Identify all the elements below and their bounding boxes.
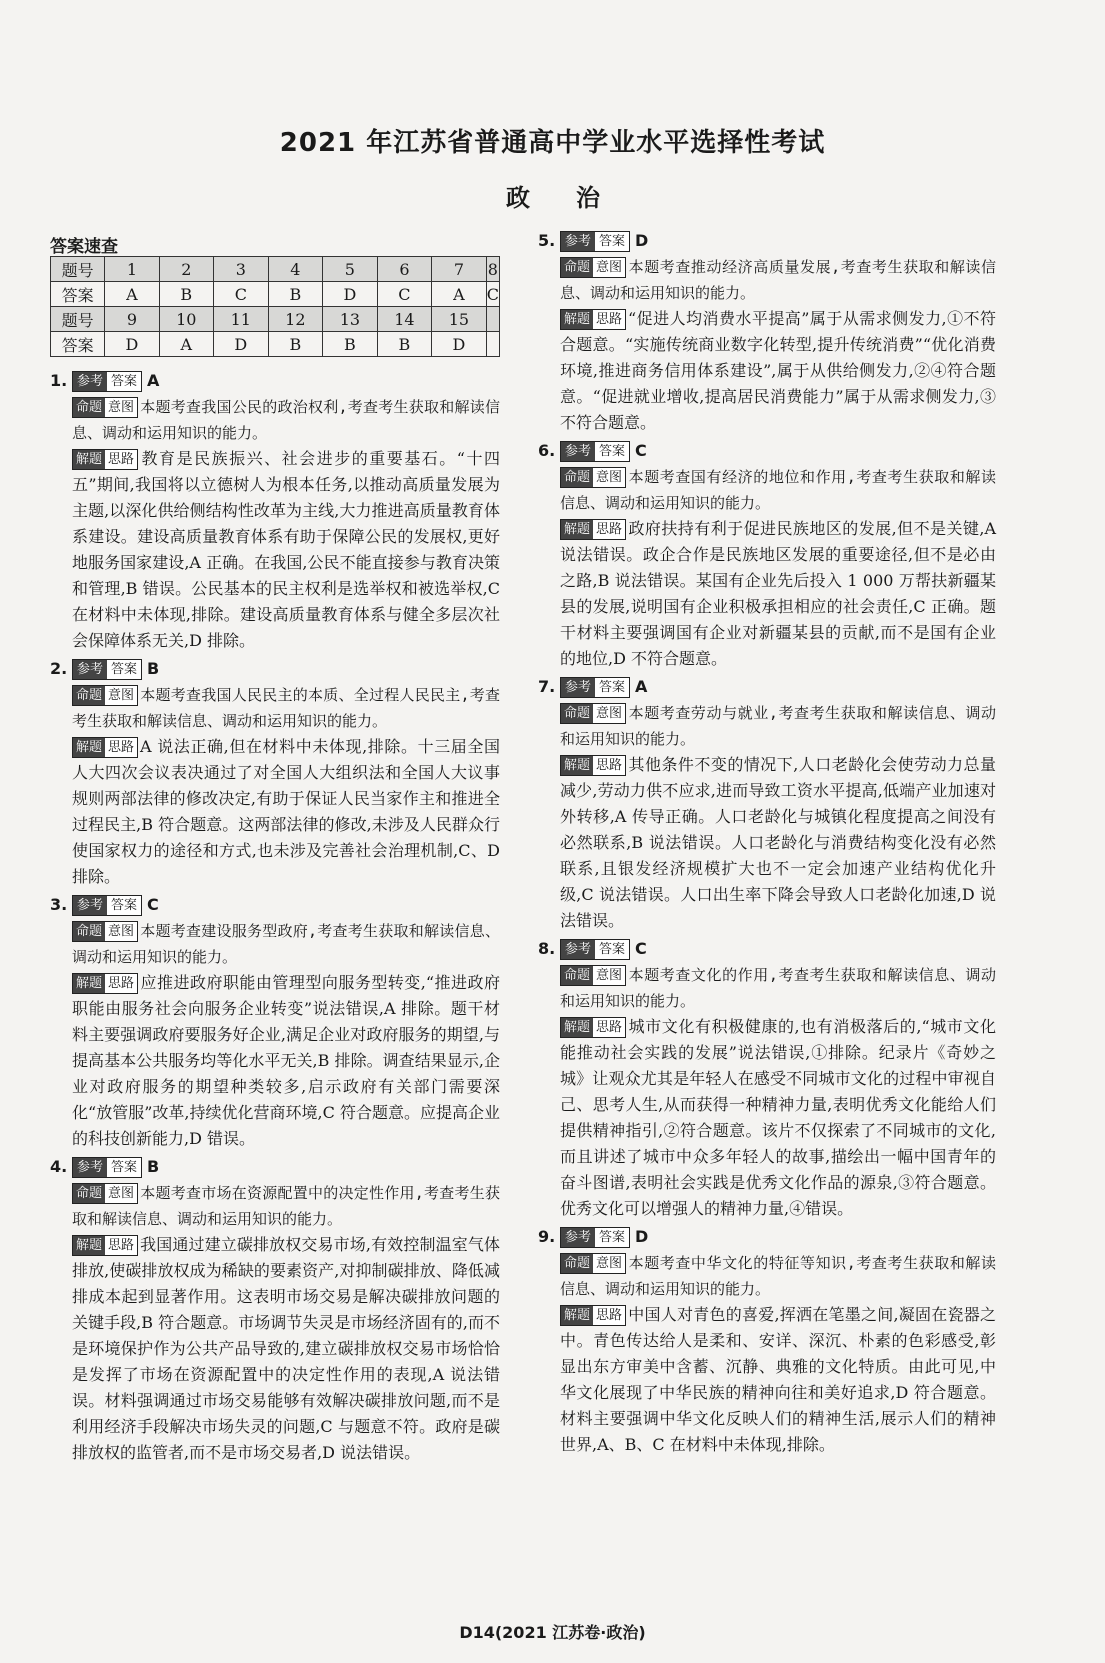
section-label [560, 755, 626, 776]
answer-key-cell: 8 [486, 257, 499, 282]
section-label [72, 921, 138, 942]
label-part: 参考 [561, 1228, 595, 1247]
label-part: 思路 [593, 1018, 625, 1037]
section-label [560, 965, 626, 986]
question-intent: 本题考查推动经济高质量发展,考查考生获取和解读信息、调动和运用知识的能力。 [560, 258, 996, 302]
answer-key-row-head: 题号 [51, 257, 105, 282]
answer-key-cell: B [323, 332, 378, 357]
question-intent: 本题考查我国公民的政治权利,考查考生获取和解读信息、调动和运用知识的能力。 [72, 398, 500, 442]
question-intent: 本题考查劳动与就业,考查考生获取和解读信息、调动和运用知识的能力。 [560, 704, 996, 748]
label-part: 参考 [73, 1158, 107, 1177]
question-item [538, 674, 996, 934]
label-part: 答案 [595, 678, 629, 697]
question-intent: 本题考查中华文化的特征等知识,考查考生获取和解读信息、调动和运用知识的能力。 [560, 1254, 996, 1298]
section-label [560, 231, 630, 252]
question-answer: A [147, 371, 160, 390]
question-item [538, 936, 996, 1222]
question-number: 8. [538, 939, 556, 958]
answer-key-cell: A [159, 332, 214, 357]
answer-key-cell: 1 [105, 257, 159, 282]
left-column [50, 368, 500, 1468]
answer-key-cell: D [432, 332, 487, 357]
label-part: 思路 [105, 738, 137, 757]
section-label [560, 467, 626, 488]
label-part: 思路 [593, 1306, 625, 1325]
question-answer: D [635, 1227, 649, 1246]
label-part: 解题 [561, 1018, 593, 1037]
label-part: 思路 [105, 974, 137, 993]
section-label [72, 1157, 142, 1178]
question-solution: 我国通过建立碳排放权交易市场,有效控制温室气体排放,使碳排放权成为稀缺的要素资产,对抑制碳排放、降低减排成本起到显著作用。这表明市场交易是解决碳排放问题的关键手段,B 符合题意。市场调节失灵是市场经济固有的,而不是环境保护作为公共产品导致的,建立碳排放权交易市场恰恰是发挥了市场在资源配置中的决定性作用的表现,A 说法错误。材料强调通过市场交易能够有效解决碳排放问题,而不是利用经济手段解决市场失灵的问题,C 与题意不符。政府是碳排放权的监管者,而不是市场交易者,D 说法错误。 [72, 1235, 500, 1462]
answer-key-cell: 6 [377, 257, 432, 282]
section-label [560, 677, 630, 698]
question-number: 1. [50, 371, 68, 390]
answer-key-row-head: 答案 [51, 332, 105, 357]
question-item [538, 1224, 996, 1458]
answer-key-cell: 11 [214, 307, 269, 332]
answer-key-cell: B [268, 282, 323, 307]
label-part: 参考 [561, 442, 595, 461]
question-solution: A 说法正确,但在材料中未体现,排除。十三届全国人大四次会议表决通过了对全国人大组织法和全国人大议事规则两部法律的修改决定,有助于保证人民当家作主和推进全过程民主,B 符合题意。这两部法律的修改,未涉及人民群众行使国家权力的途径和方式,也未涉及完善社会治理机制,C、D 排除。 [72, 737, 500, 886]
answer-key-cell [486, 307, 499, 332]
question-intent: 本题考查我国人民民主的本质、全过程人民民主,考查考生获取和解读信息、调动和运用知识的能力。 [72, 686, 500, 730]
answer-key-cell: C [214, 282, 269, 307]
label-part: 解题 [561, 756, 593, 775]
answer-key-cell: A [432, 282, 487, 307]
label-part: 参考 [561, 678, 595, 697]
label-part: 解题 [73, 1236, 105, 1255]
question-number: 3. [50, 895, 68, 914]
label-part: 意图 [593, 258, 625, 277]
section-label [72, 895, 142, 916]
question-solution: 教育是民族振兴、社会进步的重要基石。“十四五”期间,我国将以立德树人为根本任务,以推动高质量发展为主题,以深化供给侧结构性改革为主线,大力推进高质量教育体系建设。建设高质量教育体系有助于保障公民的发展权,更好地服务国家建设,A 正确。在我国,公民不能直接参与教育决策和管理,B 错误。公民基本的民主权利是选举权和被选举权,C 在材料中未体现,排除。建设高质量教育体系与健全多层次社会保障体系无关,D 排除。 [72, 449, 500, 650]
question-answer: B [147, 1157, 160, 1176]
question-number: 6. [538, 441, 556, 460]
section-label [560, 441, 630, 462]
question-solution: “促进人均消费水平提高”属于从需求侧发力,①不符合题意。“实施传统商业数字化转型,提升传统消费”“优化消费环境,推进商务信用体系建设”,属于从供给侧发力,②④符合题意。“促进就业增收,提高居民消费能力”属于从需求侧发力,③不符合题意。 [560, 309, 996, 432]
question-intent: 本题考查文化的作用,考查考生获取和解读信息、调动和运用知识的能力。 [560, 966, 996, 1010]
question-solution: 其他条件不变的情况下,人口老龄化会使劳动力总量减少,劳动力供不应求,进而导致工资水平提高,低端产业加速对外转移,A 传导正确。人口老龄化与城镇化程度提高之间没有必然联系,B 说法错误。人口老龄化与消费结构变化没有必然联系,且银发经济规模扩大也不一定会加速产业结构优化升级,C 说法错误。人口出生率下降会导致人口老龄化加速,D 说法错误。 [560, 755, 996, 930]
answer-key-row [51, 282, 500, 307]
answer-key-label: 答案速查 [50, 237, 118, 257]
section-label [72, 1183, 138, 1204]
section-label [72, 371, 142, 392]
label-part: 答案 [595, 232, 629, 251]
section-label [560, 703, 626, 724]
question-answer: C [635, 441, 647, 460]
answer-key-cell: 9 [105, 307, 159, 332]
label-part: 解题 [561, 1306, 593, 1325]
answer-key-cell: 2 [159, 257, 214, 282]
section-label [560, 519, 626, 540]
label-part: 思路 [593, 310, 625, 329]
answer-key-table [50, 256, 500, 357]
question-solution: 城市文化有积极健康的,也有消极落后的,“城市文化能推动社会实践的发展”说法错误,①排除。纪录片《奇妙之城》让观众尤其是年轻人在感受不同城市文化的过程中审视自己、思考人生,从而获得一种精神力量,表明优秀文化能给人们提供精神指引,②符合题意。该片不仅探索了不同城市的文化,而且讲述了城市中众多年轻人的故事,描绘出一幅中国青年的奋斗图谱,表明社会实践是优秀文化作品的源泉,③符合题意。优秀文化可以增强人的精神力量,④错误。 [560, 1017, 996, 1218]
section-label [560, 1253, 626, 1274]
answer-key-row-head: 题号 [51, 307, 105, 332]
question-solution: 政府扶持有利于促进民族地区的发展,但不是关键,A 说法错误。政企合作是民族地区发展的重要途径,但不是必由之路,B 说法错误。某国有企业先后投入 1 000 万帮扶新疆某县的发展,说明国有企业积极承担相应的社会责任,C 正确。题干材料主要强调国有企业对新疆某县的贡献,而不是国有企业的地位,D 不符合题意。 [560, 519, 996, 668]
label-part: 解题 [73, 450, 105, 469]
answer-key-row [51, 332, 500, 357]
answer-key-cell [486, 332, 499, 357]
label-part: 答案 [107, 1158, 141, 1177]
label-part: 命题 [561, 468, 593, 487]
label-part: 意图 [593, 966, 625, 985]
section-label [72, 737, 138, 758]
label-part: 命题 [73, 1184, 105, 1203]
label-part: 思路 [105, 1236, 137, 1255]
label-part: 解题 [73, 974, 105, 993]
label-part: 意图 [593, 1254, 625, 1273]
label-part: 参考 [561, 940, 595, 959]
question-item [50, 368, 500, 654]
section-label [72, 397, 138, 418]
answer-key-cell: 10 [159, 307, 214, 332]
section-label [560, 939, 630, 960]
answer-key-cell: 3 [214, 257, 269, 282]
section-label [72, 973, 138, 994]
answer-key-cell: C [377, 282, 432, 307]
label-part: 命题 [561, 258, 593, 277]
label-part: 答案 [107, 372, 141, 391]
answer-key-cell: 14 [377, 307, 432, 332]
label-part: 意图 [593, 704, 625, 723]
label-part: 参考 [73, 372, 107, 391]
answer-key-cell: 13 [323, 307, 378, 332]
question-number: 2. [50, 659, 68, 678]
question-item [538, 438, 996, 672]
answer-key-cell: 15 [432, 307, 487, 332]
label-part: 命题 [561, 1254, 593, 1273]
question-number: 5. [538, 231, 556, 250]
answer-key-cell: 7 [432, 257, 487, 282]
label-part: 答案 [107, 660, 141, 679]
section-label [72, 659, 142, 680]
answer-key-cell: B [159, 282, 214, 307]
answer-key-cell: A [105, 282, 159, 307]
question-answer: C [635, 939, 647, 958]
answer-key-cell: B [268, 332, 323, 357]
question-item [50, 1154, 500, 1466]
label-part: 命题 [73, 686, 105, 705]
answer-key-cell: D [214, 332, 269, 357]
label-part: 答案 [595, 940, 629, 959]
label-part: 参考 [73, 896, 107, 915]
section-label [560, 257, 626, 278]
label-part: 意图 [593, 468, 625, 487]
answer-key-cell: C [486, 282, 499, 307]
answer-key-row [51, 257, 500, 282]
question-item [50, 892, 500, 1152]
label-part: 解题 [561, 520, 593, 539]
answer-key-row [51, 307, 500, 332]
question-item [538, 228, 996, 436]
question-answer: B [147, 659, 160, 678]
question-solution: 中国人对青色的喜爱,挥洒在笔墨之间,凝固在瓷器之中。青色传达给人是柔和、安详、深沉、朴素的色彩感受,彰显出东方审美中含蓄、沉静、典雅的文化特质。由此可见,中华文化展现了中华民族的精神向往和美好追求,D 符合题意。材料主要强调中华文化反映人们的精神生活,展示人们的精神世界,A、B、C 在材料中未体现,排除。 [560, 1305, 996, 1454]
question-intent: 本题考查建设服务型政府,考查考生获取和解读信息、调动和运用知识的能力。 [72, 922, 500, 966]
question-number: 7. [538, 677, 556, 696]
label-part: 意图 [105, 398, 137, 417]
label-part: 解题 [561, 310, 593, 329]
section-label [560, 1017, 626, 1038]
answer-key-cell: D [105, 332, 159, 357]
answer-key-row-head: 答案 [51, 282, 105, 307]
question-item [50, 656, 500, 890]
label-part: 解题 [73, 738, 105, 757]
label-part: 参考 [561, 232, 595, 251]
answer-key-cell: 12 [268, 307, 323, 332]
question-intent: 本题考查市场在资源配置中的决定性作用,考查考生获取和解读信息、调动和运用知识的能力。 [72, 1184, 500, 1228]
label-part: 答案 [595, 442, 629, 461]
section-label [560, 309, 626, 330]
question-answer: D [635, 231, 649, 250]
label-part: 思路 [593, 520, 625, 539]
page-footer: D14(2021 江苏卷·政治) [459, 1623, 646, 1642]
label-part: 命题 [73, 922, 105, 941]
label-part: 意图 [105, 922, 137, 941]
section-label [72, 1235, 138, 1256]
section-label [72, 685, 138, 706]
section-label [72, 449, 138, 470]
label-part: 命题 [561, 966, 593, 985]
answer-key-cell: D [323, 282, 378, 307]
label-part: 答案 [107, 896, 141, 915]
question-number: 4. [50, 1157, 68, 1176]
label-part: 命题 [561, 704, 593, 723]
label-part: 参考 [73, 660, 107, 679]
answer-key-cell: B [377, 332, 432, 357]
answer-key-cell: 4 [268, 257, 323, 282]
label-part: 思路 [593, 756, 625, 775]
exam-title: 2021 年江苏省普通高中学业水平选择性考试 [279, 128, 826, 158]
question-intent: 本题考查国有经济的地位和作用,考查考生获取和解读信息、调动和运用知识的能力。 [560, 468, 996, 512]
question-solution: 应推进政府职能由管理型向服务型转变,“推进政府职能由服务社会向服务企业转变”说法错误,A 排除。题干材料主要强调政府要服务好企业,满足企业对政府服务的期望,与提高基本公共服务均等化水平无关,B 排除。调查结果显示,企业对政府服务的期望种类较多,启示政府有关部门需要深化“放管服”改革,持续优化营商环境,C 符合题意。应提高企业的科技创新能力,D 错误。 [72, 973, 500, 1148]
label-part: 意图 [105, 1184, 137, 1203]
label-part: 意图 [105, 686, 137, 705]
question-answer: A [635, 677, 648, 696]
label-part: 命题 [73, 398, 105, 417]
subject-title: 政治 [506, 184, 646, 212]
answer-key-cell: 5 [323, 257, 378, 282]
label-part: 思路 [105, 450, 137, 469]
section-label [560, 1227, 630, 1248]
label-part: 答案 [595, 1228, 629, 1247]
section-label [560, 1305, 626, 1326]
question-number: 9. [538, 1227, 556, 1246]
right-column [538, 228, 996, 1460]
question-answer: C [147, 895, 159, 914]
